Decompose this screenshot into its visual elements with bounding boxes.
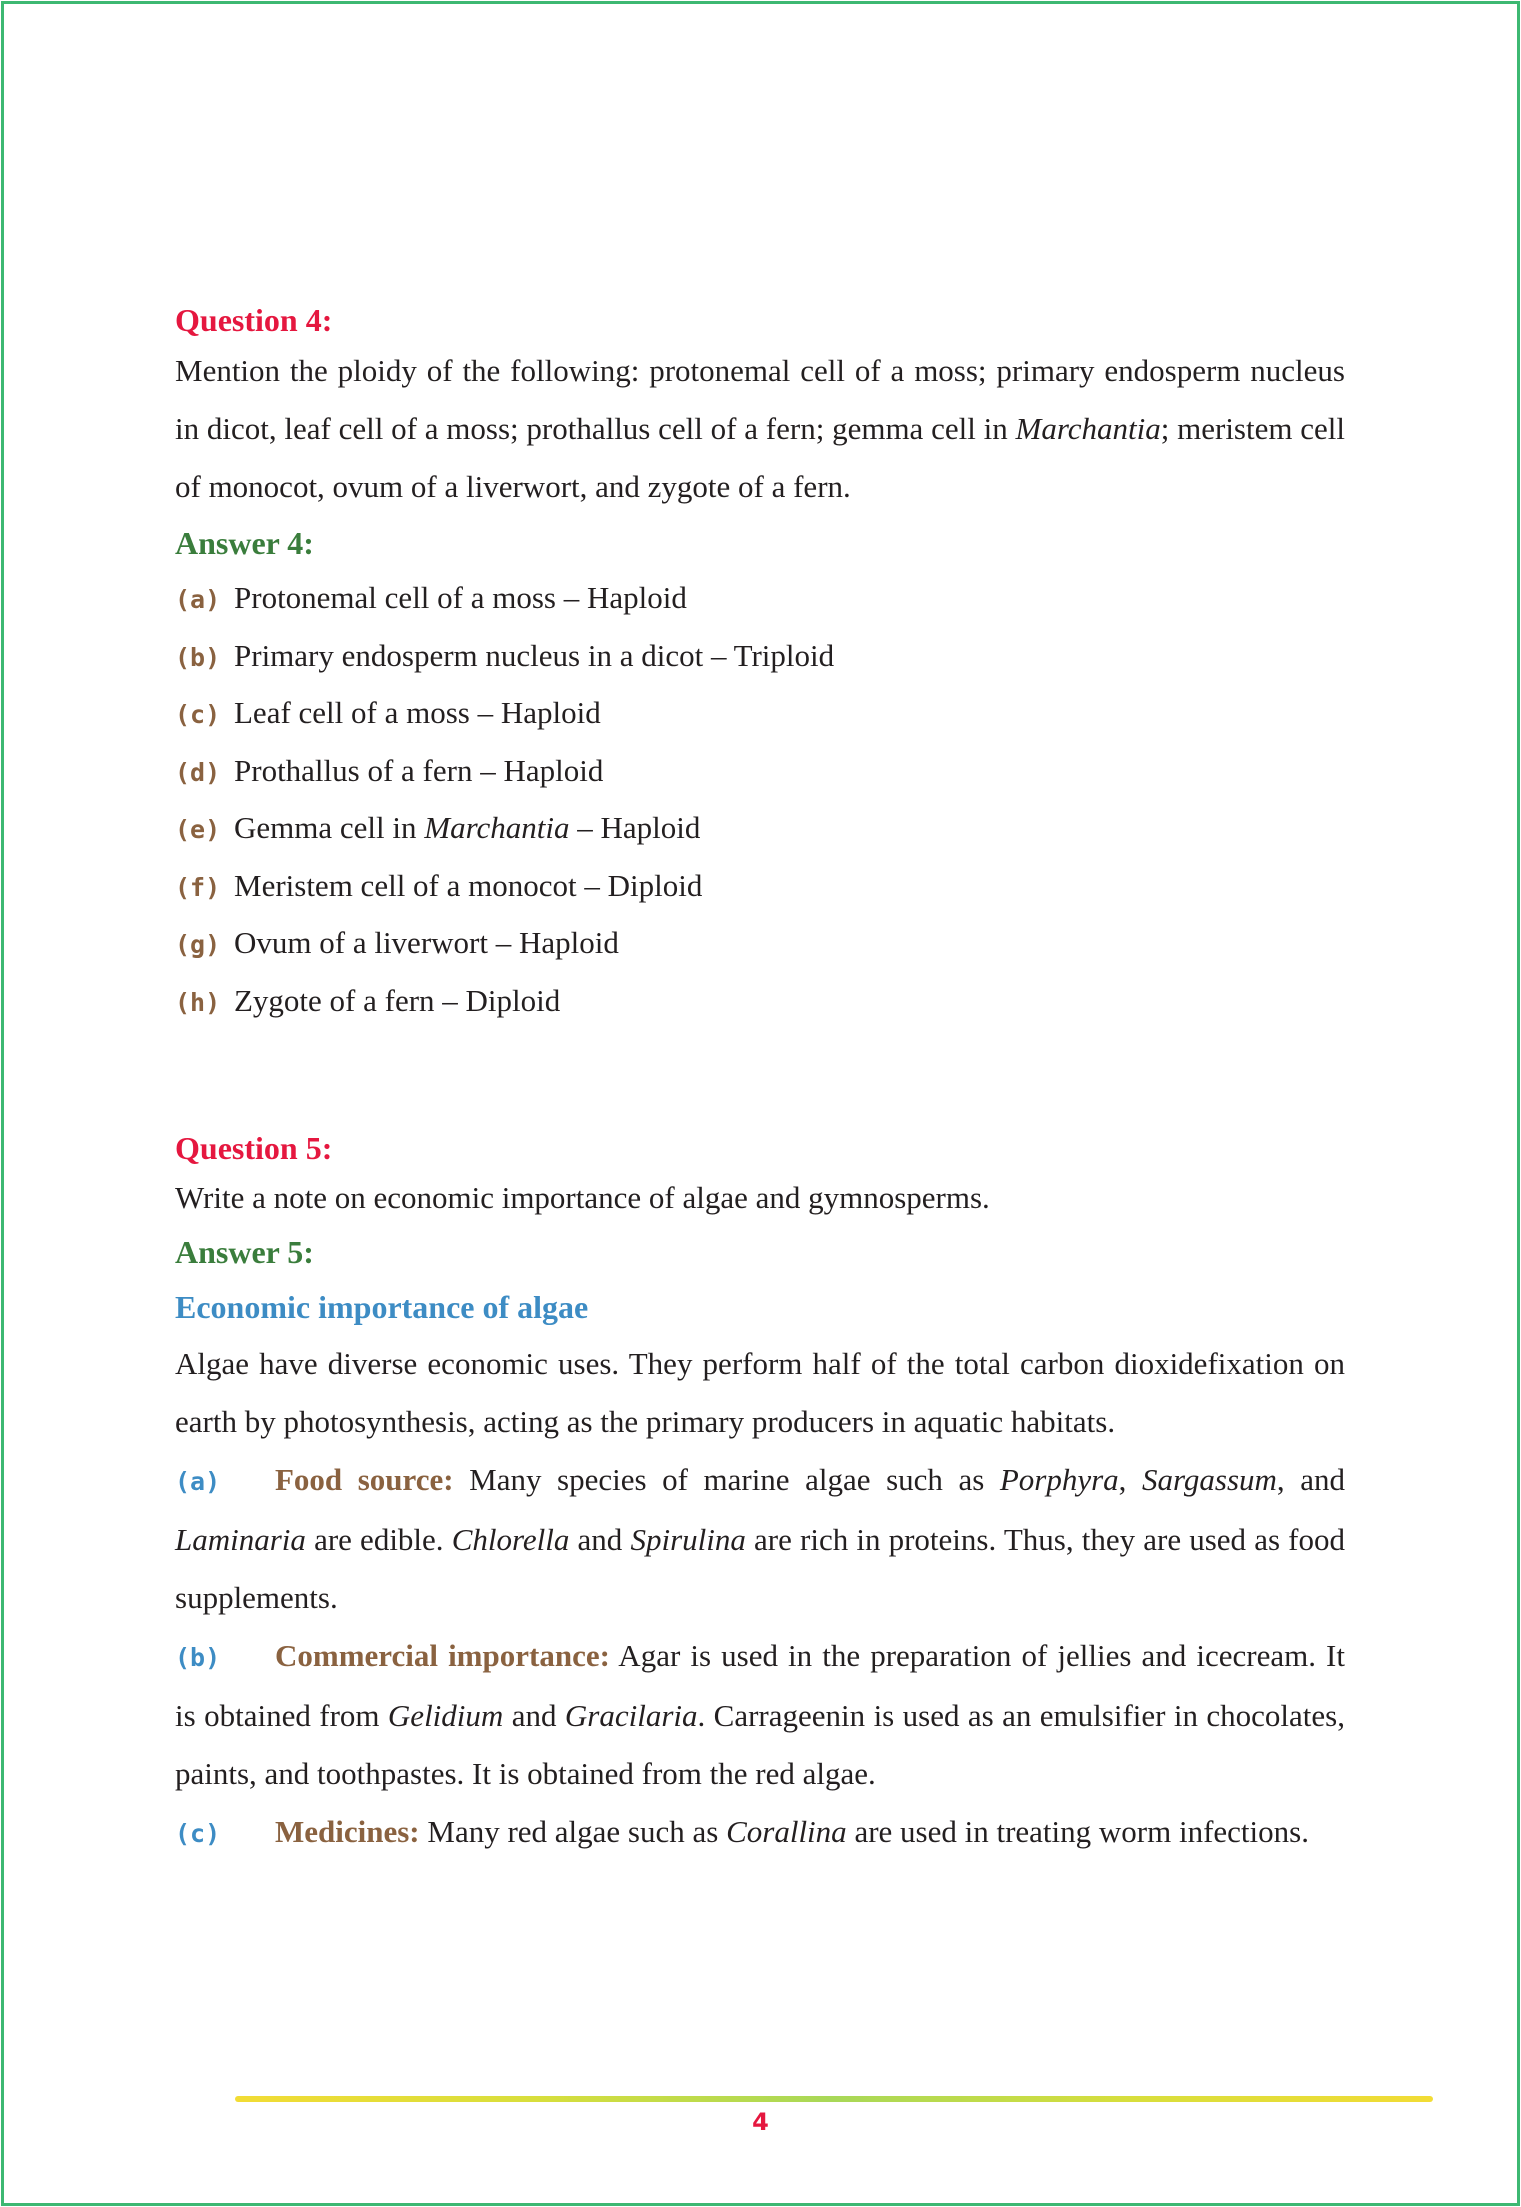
species-name: Porphyra <box>999 1462 1119 1497</box>
question-4-heading: Question 4: <box>175 302 333 338</box>
list-label: (f) <box>175 872 221 902</box>
species-name: Chlorella <box>451 1522 570 1557</box>
marchantia-term: Marchantia <box>1015 411 1161 446</box>
answer-5-heading: Answer 5: <box>175 1234 314 1270</box>
algae-intro: Algae have diverse economic uses. They perform half of the total carbon dioxidefixation on earth by photosynthesis, acting as the primary producers in aquatic habitats. <box>175 1346 1345 1439</box>
list-item <box>175 685 1345 743</box>
answer-4-list <box>175 570 1345 1030</box>
species-name: Gracilaria <box>564 1698 698 1733</box>
page-number: 4 <box>752 2108 769 2136</box>
list-item <box>175 570 1345 628</box>
list-label: (g) <box>175 930 221 959</box>
point-label: (a) <box>175 1467 221 1496</box>
list-text: Zygote of a fern – Diploid <box>234 982 561 1018</box>
algae-point: (c) Medicines: Many red algae such as Corallina are used in treating worm infections. <box>175 1803 1345 1863</box>
point-title: Food source: <box>275 1462 454 1497</box>
species-name: Laminaria <box>175 1522 306 1557</box>
point-label: (b) <box>175 1643 221 1672</box>
list-label: (a) <box>175 585 221 614</box>
question-4-text: Mention the ploidy of the following: protonemal cell of a moss; primary endosperm nucleus in dicot, leaf cell of a moss; prothallus cell of a fern; gemma cell in Marchantia; meristem cell of monocot, ovum of a liverwort, and zygote of a fern. <box>175 353 1345 504</box>
page-content <box>175 298 1345 1863</box>
list-item <box>175 800 1345 858</box>
list-label: (c) <box>175 700 221 729</box>
algae-subheading: Economic importance of algae <box>175 1289 589 1325</box>
question-5-text: Write a note on economic importance of algae and gymnosperms. <box>175 1180 990 1215</box>
list-text: Prothallus of a fern – Haploid <box>234 752 604 788</box>
list-text: Gemma cell in Marchantia – Haploid <box>234 810 701 845</box>
list-label: (b) <box>175 642 221 672</box>
list-text: Ovum of a liverwort – Haploid <box>234 925 619 960</box>
list-text: Protonemal cell of a moss – Haploid <box>234 580 687 615</box>
list-text: Meristem cell of a monocot – Diploid <box>234 867 703 903</box>
list-label: (d) <box>175 757 221 787</box>
list-item <box>175 973 1345 1031</box>
answer-4-heading: Answer 4: <box>175 525 314 561</box>
footer-divider <box>235 2096 1433 2102</box>
question-5-heading: Question 5: <box>175 1130 333 1166</box>
point-label: (c) <box>175 1819 221 1848</box>
algae-points <box>175 1451 1345 1863</box>
list-label: (e) <box>175 815 221 844</box>
algae-point: (b) Commercial importance: Agar is used in the preparation of jellies and icecream. It is obtained from Gelidium and Gracilaria. Carrageenin is used as an emulsifier in chocolates, paints, and toothpastes. It is obtained from the red algae. <box>175 1627 1345 1803</box>
species-name: Spirulina <box>630 1522 746 1557</box>
species-name: Sargassum <box>1141 1462 1277 1497</box>
list-text: Primary endosperm nucleus in a dicot – Triploid <box>234 637 835 673</box>
list-label: (h) <box>175 987 221 1017</box>
list-item <box>175 858 1345 916</box>
list-item <box>175 915 1345 973</box>
list-text: Leaf cell of a moss – Haploid <box>234 695 601 730</box>
list-item <box>175 743 1345 801</box>
species-name: Corallina <box>726 1814 847 1849</box>
species-name: Gelidium <box>387 1698 504 1733</box>
algae-point: (a) Food source: Many species of marine algae such as Porphyra, Sargassum, and Laminaria are edible. Chlorella and Spirulina are rich in proteins. Thus, they are used as food supplements. <box>175 1451 1345 1627</box>
point-title: Commercial importance: <box>275 1638 610 1673</box>
list-item <box>175 628 1345 686</box>
point-title: Medicines: <box>275 1814 420 1849</box>
